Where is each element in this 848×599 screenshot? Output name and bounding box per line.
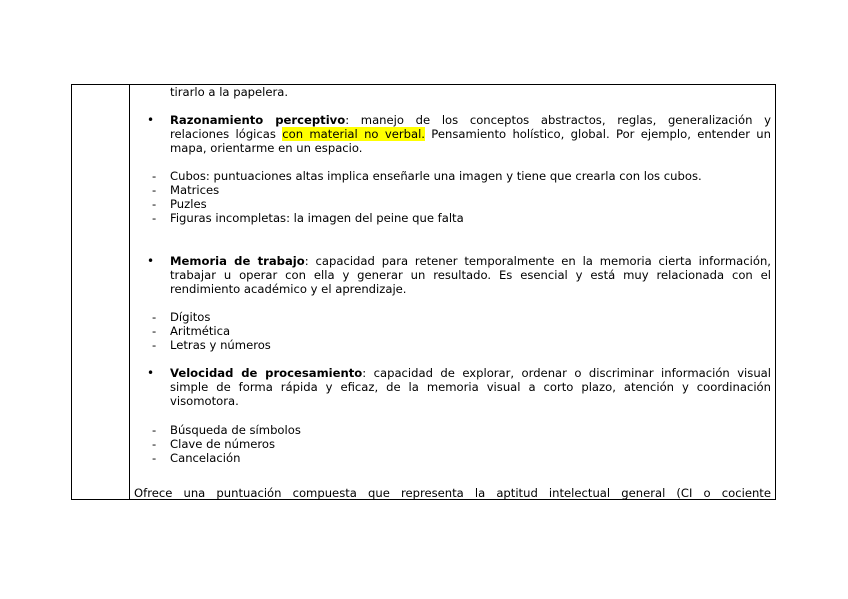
section-perceptual-line1: Razonamiento perceptivo: manejo de los conceptos abstractos, reglas, generalización y	[170, 113, 771, 127]
dash-marker: -	[152, 197, 157, 211]
content-cell	[130, 85, 775, 499]
list-item: Figuras incompletas: la imagen del peine que falta	[170, 211, 464, 225]
document-table	[71, 84, 776, 500]
section-title: Memoria de trabajo	[170, 254, 305, 268]
section-memory-line2: trabajar u operar con ella y generar un resultado. Es esencial y está muy relacionada con el	[170, 268, 771, 282]
highlighted-text: con material no verbal.	[282, 127, 425, 141]
section-title: Razonamiento perceptivo	[170, 113, 346, 127]
dash-marker: -	[152, 324, 157, 338]
list-item: Puzles	[170, 197, 207, 211]
list-item: Matrices	[170, 183, 220, 197]
section-speed-line2: simple de forma rápida y eficaz, de la memoria visual a corto plazo, atención y coordinación	[170, 380, 771, 394]
dash-marker: -	[152, 451, 157, 465]
list-item: Dígitos	[170, 310, 211, 324]
list-item: Cancelación	[170, 451, 241, 465]
section-perceptual-line2: relaciones lógicas con material no verbal. Pensamiento holístico, global. Por ejemplo, entender un	[170, 127, 771, 141]
dash-marker: -	[152, 423, 157, 437]
dash-marker: -	[152, 437, 157, 451]
list-item: Cubos: puntuaciones altas implica enseñarle una imagen y tiene que crearla con los cubos.	[170, 169, 702, 183]
closing-paragraph: Ofrece una puntuación compuesta que representa la aptitud intelectual general (CI o cociente	[134, 486, 771, 500]
dash-marker: -	[152, 183, 157, 197]
continuation-line: tirarlo a la papelera.	[170, 85, 289, 99]
list-item: Búsqueda de símbolos	[170, 423, 301, 437]
dash-marker: -	[152, 211, 157, 225]
section-speed-line3: visomotora.	[170, 394, 239, 408]
dash-marker: -	[152, 338, 157, 352]
list-item: Aritmética	[170, 324, 231, 338]
section-perceptual-line3: mapa, orientarme en un espacio.	[170, 141, 363, 155]
section-memory-line1: Memoria de trabajo: capacidad para retener temporalmente en la memoria cierta información,	[170, 254, 771, 268]
bullet-icon: •	[147, 254, 155, 268]
section-title: Velocidad de procesamiento	[170, 366, 363, 380]
section-memory-line3: rendimiento académico y el aprendizaje.	[170, 282, 407, 296]
bullet-icon: •	[147, 113, 155, 127]
bullet-icon: •	[147, 366, 155, 380]
dash-marker: -	[152, 169, 157, 183]
list-item: Letras y números	[170, 338, 271, 352]
list-item: Clave de números	[170, 437, 276, 451]
dash-marker: -	[152, 310, 157, 324]
section-speed-line1: Velocidad de procesamiento: capacidad de explorar, ordenar o discriminar información visual	[170, 366, 771, 380]
